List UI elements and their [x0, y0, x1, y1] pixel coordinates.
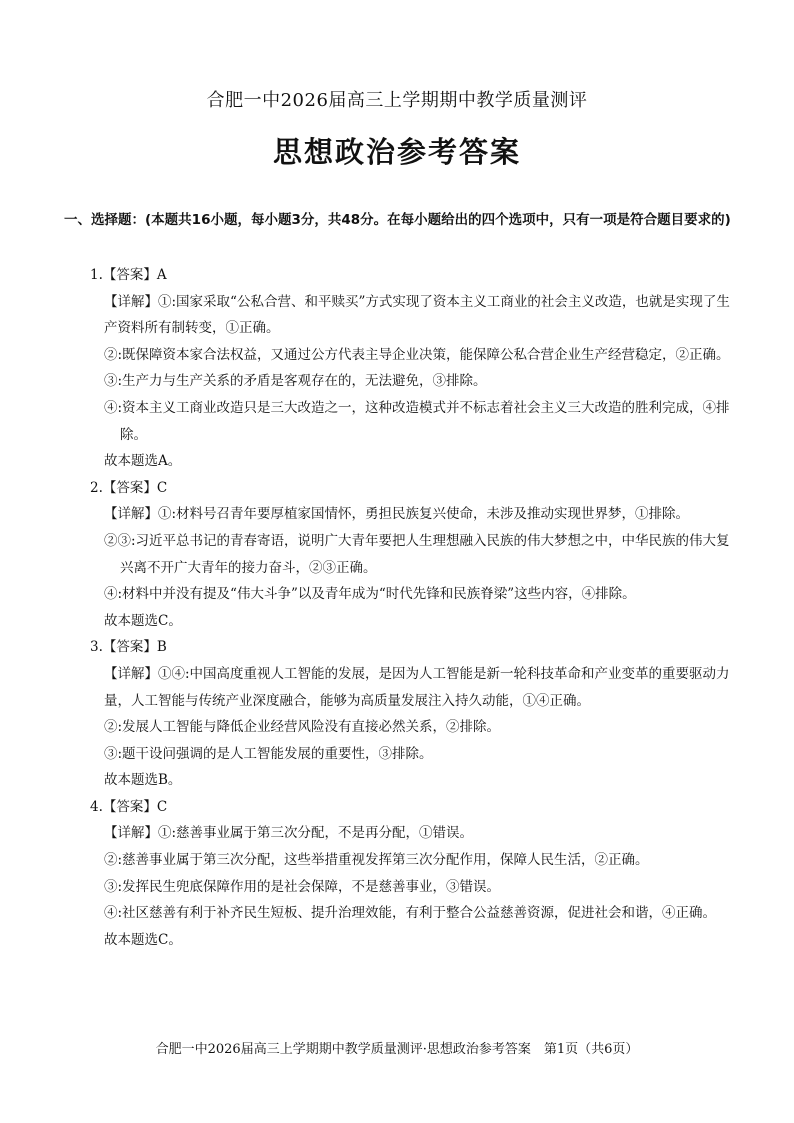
item-q4-2: ②:慈善事业属于第三次分配，这些举措重视发挥第三次分配作用，保障人民生活，②正确。 — [104, 852, 649, 869]
answer-line-q4: 4.【答案】C — [90, 798, 168, 815]
conclusion-q4: 故本题选C。 — [104, 931, 182, 948]
item-q4-4: ④:社区慈善有利于补齐民生短板、提升治理效能，有利于整合公益慈善资源，促进社会和谐，④正确。 — [104, 905, 717, 922]
item-q1-4: ④:资本主义工商业改造只是三大改造之一，这种改造模式并不标志着社会主义三大改造的胜利完成，④排除。 — [104, 399, 730, 443]
conclusion-q3: 故本题选B。 — [104, 772, 182, 789]
item-q2-4: ④:材料中并没有提及“伟大斗争”以及青年成为“时代先锋和民族脊梁”这些内容，④排除。 — [104, 586, 636, 603]
item-q3-2: ②:发展人工智能与降低企业经营风险没有直接必然关系，②排除。 — [104, 719, 501, 736]
item-q1-3: ③:生产力与生产关系的矛盾是客观存在的，无法避免，③排除。 — [104, 373, 487, 390]
answer-line-q3: 3.【答案】B — [90, 639, 167, 656]
item-q2-23: ②③:习近平总书记的青春寄语，说明广大青年要把人生理想融入民族的伟大梦想之中，中华民族的伟大复兴离不开广大青年的接力奋斗，②③正确。 — [104, 532, 730, 576]
answer-body — [64, 262, 732, 953]
detail-q2: 【详解】①:材料号召青年要厚植家国情怀，勇担民族复兴使命，未涉及推动实现世界梦，①排除。 — [104, 506, 690, 523]
detail-q3: 【详解】①④:中国高度重视人工智能的发展，是因为人工智能是新一轮科技革命和产业变革的重要驱动力量，人工智能与传统产业深度融合，能够为高质量发展注入持久动能，①④正确。 — [104, 665, 730, 709]
section-heading: 一、选择题：(本题共16小题，每小题3分，共48分。在每小题给出的四个选项中，只有一项是符合题目要求的) — [64, 212, 731, 228]
conclusion-q1: 故本题选A。 — [104, 453, 182, 470]
answer-line-q1: 1.【答案】A — [90, 267, 167, 283]
item-q1-2: ②:既保障资本家合法权益，又通过公方代表主导企业决策，能保障公私合营企业生产经营稳定，②正确。 — [104, 346, 730, 363]
page-footer: 合肥一中2026届高三上学期期中教学质量测评·思想政治参考答案 第1页（共6页） — [155, 1042, 639, 1057]
item-q3-3: ③:题干设问强调的是人工智能发展的重要性，③排除。 — [104, 745, 433, 762]
page-title: 思想政治参考答案 — [272, 135, 521, 169]
conclusion-q2: 故本题选C。 — [104, 612, 182, 629]
detail-q4: 【详解】①:慈善事业属于第三次分配，不是再分配，①错误。 — [104, 825, 474, 842]
answer-line-q2: 2.【答案】C — [90, 479, 168, 496]
detail-q1: 【详解】①:国家采取“公私合营、和平赎买”方式实现了资本主义工商业的社会主义改造，也就是实现了生产资料所有制转变，①正确。 — [104, 293, 730, 337]
exam-subtitle: 合肥一中2026届高三上学期期中教学质量测评 — [206, 90, 588, 111]
item-q4-3: ③:发挥民生兜底保障作用的是社会保障，不是慈善事业，③错误。 — [104, 878, 501, 895]
